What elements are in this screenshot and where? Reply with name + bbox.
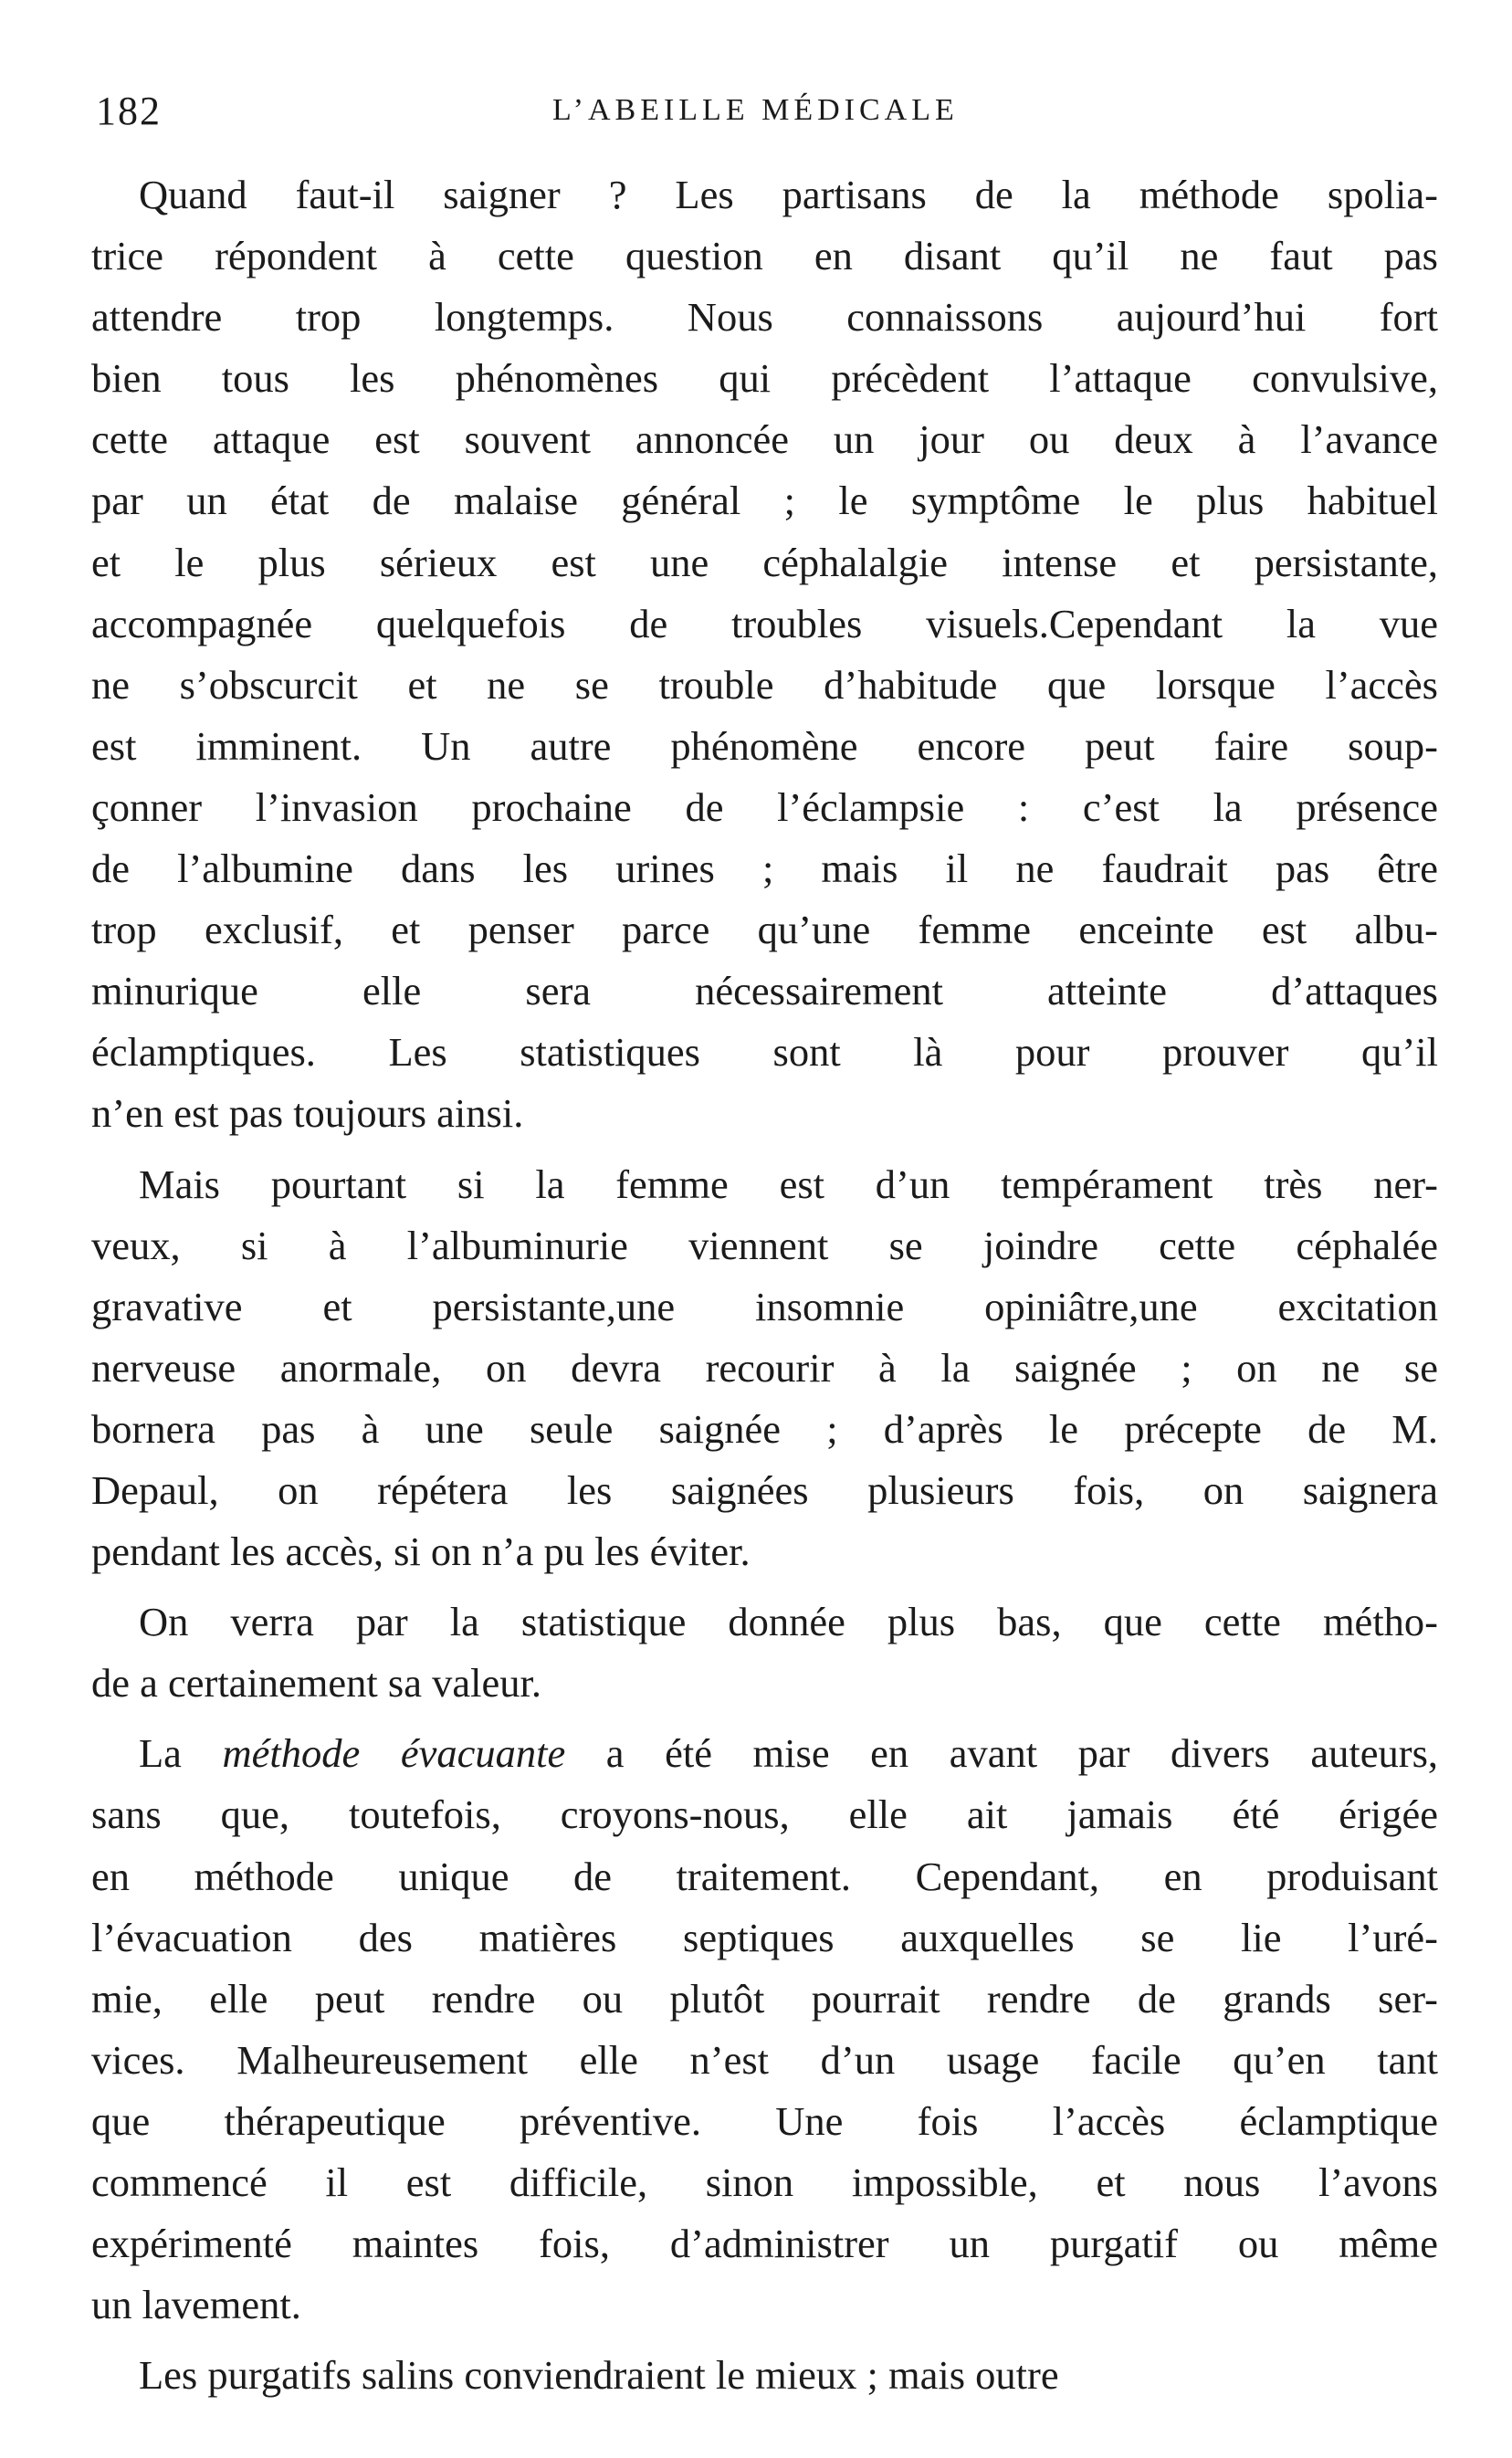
page-number: 182 <box>96 89 162 133</box>
paragraph-nervous-temperament <box>91 1154 1438 1583</box>
text-line: bornera pas à une seule saignée ; d’après le précepte de M. <box>91 1405 1438 1452</box>
paragraph-gap <box>91 1145 1438 1154</box>
paragraph-gap <box>91 2336 1438 2345</box>
text-line: est imminent. Un autre phénomène encore peut faire soup- <box>91 722 1438 769</box>
paragraph-gap <box>91 1582 1438 1591</box>
text-line: expérimenté maintes fois, d’administrer un purgatif ou même <box>91 2221 1438 2267</box>
text-line: accompagnée quelquefois de troubles visuels.Cependant la vue <box>91 600 1438 646</box>
text-line: Quand faut-il saigner ? Les partisans de la méthode spolia- <box>139 172 1438 217</box>
body-text <box>91 164 1438 2406</box>
text-lead: La <box>139 1730 223 1777</box>
text-line: ne s’obscurcit et ne se trouble d’habitude que lorsque l’accès <box>91 661 1438 708</box>
paragraph-bleeding-timing <box>91 164 1438 1145</box>
text-line: en méthode unique de traitement. Cependant, en produisant <box>91 1853 1438 1899</box>
text-line: n’en est pas toujours ainsi. <box>91 1090 524 1137</box>
text-line: trice répondent à cette question en disant qu’il ne faut pas <box>91 233 1438 279</box>
text-line: bien tous les phénomènes qui précèdent l’attaque convulsive, <box>91 355 1438 402</box>
text-line: Mais pourtant si la femme est d’un tempérament très ner- <box>139 1161 1438 1207</box>
text-line: que thérapeutique préventive. Une fois l’accès éclamptique <box>91 2097 1438 2144</box>
text-line <box>91 1723 1438 1784</box>
text-line: mie, elle peut rendre ou plutôt pourrait rendre de grands ser- <box>91 1975 1438 2022</box>
running-title: L’ABEILLE MÉDICALE <box>552 93 959 127</box>
text-line: vices. Malheureusement elle n’est d’un usage facile qu’en tant <box>91 2036 1438 2083</box>
paragraph-statistics <box>91 1591 1438 1714</box>
text-line: minurique elle sera nécessairement atteinte d’attaques <box>91 968 1438 1014</box>
text-line: trop exclusif, et penser parce qu’une femme enceinte est albu- <box>91 907 1438 953</box>
text-line: l’évacuation des matières septiques auxquelles se lie l’uré- <box>91 1914 1438 1960</box>
text-line: sans que, toutefois, croyons-nous, elle ait jamais été érigée <box>91 1791 1438 1838</box>
text-line: Les purgatifs salins conviendraient le mieux ; mais outre <box>139 2352 1059 2399</box>
paragraph-gap <box>91 1714 1438 1723</box>
italic-term: méthode évacuante <box>222 1730 566 1777</box>
text-line: un lavement. <box>91 2282 301 2328</box>
text-line: attendre trop longtemps. Nous connaissons aujourd’hui fort <box>91 294 1438 341</box>
text-line: nerveuse anormale, on devra recourir à la saignée ; on ne se <box>91 1344 1438 1391</box>
text-line: cette attaque est souvent annoncée un jour ou deux à l’avance <box>91 416 1438 463</box>
text-line: gravative et persistante,une insomnie opiniâtre,une excitation <box>91 1283 1438 1329</box>
text-line: de l’albumine dans les urines ; mais il ne faudrait pas être <box>91 846 1438 892</box>
paragraph-evacuant-method <box>91 1723 1438 2336</box>
text-line: de a certainement sa valeur. <box>91 1660 541 1707</box>
page-header <box>96 88 1438 142</box>
text-line: commencé il est difficile, sinon impossible, et nous l’avons <box>91 2159 1438 2205</box>
paragraph-purgatives <box>91 2345 1438 2406</box>
text-rest: a été mise en avant par divers auteurs, <box>565 1730 1439 1777</box>
text-line: çonner l’invasion prochaine de l’éclampsie : c’est la présence <box>91 783 1438 830</box>
text-line: et le plus sérieux est une céphalalgie intense et persistante, <box>91 539 1438 585</box>
text-line: éclamptiques. Les statistiques sont là pour prouver qu’il <box>91 1029 1438 1076</box>
text-line: Depaul, on répétera les saignées plusieurs fois, on saignera <box>91 1466 1438 1513</box>
text-line: par un état de malaise général ; le symptôme le plus habituel <box>91 478 1438 524</box>
text-line: veux, si à l’albuminurie viennent se joindre cette céphalée <box>91 1222 1438 1268</box>
text-line: pendant les accès, si on n’a pu les éviter. <box>91 1528 751 1575</box>
text-line: On verra par la statistique donnée plus bas, que cette métho- <box>139 1599 1438 1645</box>
